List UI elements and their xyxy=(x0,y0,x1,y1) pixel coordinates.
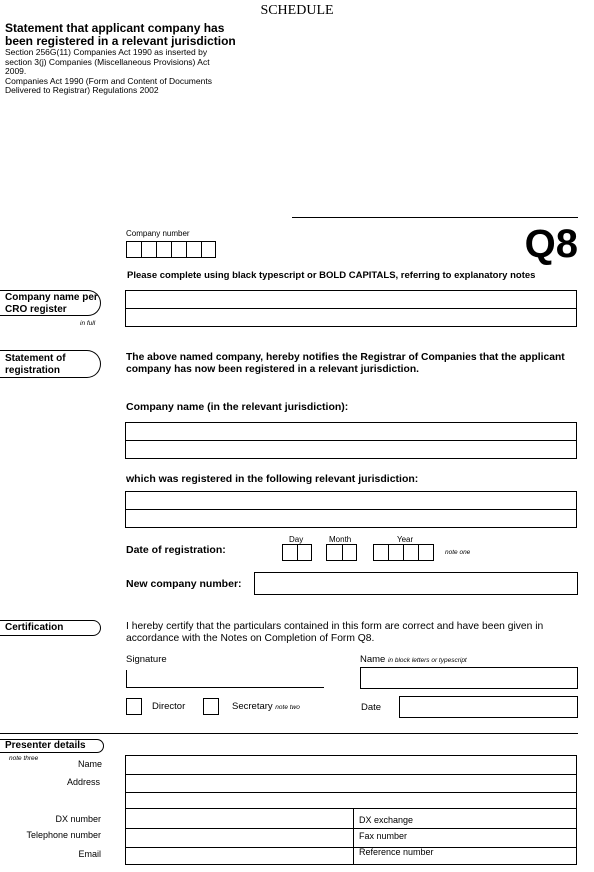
secretary-label: Secretary xyxy=(232,701,273,712)
registered-in-label: which was registered in the following relevant jurisdiction: xyxy=(126,473,419,485)
presenter-telephone-field[interactable] xyxy=(125,827,352,846)
tab-certification xyxy=(0,620,101,636)
presenter-address-label: Address xyxy=(66,777,100,787)
presenter-name-label: Name xyxy=(77,759,102,769)
company-name-field-1[interactable] xyxy=(125,290,577,309)
presenter-email-field[interactable] xyxy=(125,846,352,864)
legal-ref-1: Section 256G(11) Companies Act 1990 as inserted by xyxy=(5,47,208,57)
director-checkbox[interactable] xyxy=(126,698,142,715)
certify-line-2: accordance with the Notes on Completion of Form Q8. xyxy=(126,633,375,644)
presenter-dx-number-field[interactable] xyxy=(125,808,352,827)
form-title-2: been registered in a relevant jurisdiction xyxy=(5,34,236,48)
tab-presenter-label: Presenter details xyxy=(5,740,86,751)
header-rule xyxy=(292,217,578,218)
presenter-dx-number-label: DX number xyxy=(55,814,101,824)
secretary-label-group xyxy=(232,701,300,712)
presenter-address-field[interactable] xyxy=(125,773,577,808)
form-heading xyxy=(5,22,265,96)
statement-line-2: company has now been registered in a relevant jurisdiction. xyxy=(126,364,419,375)
legal-ref-2: section 3(j) Companies (Miscellaneous Provisions) Act xyxy=(5,56,210,67)
name-hint: in block letters or typescript xyxy=(387,657,467,664)
name-label: Name xyxy=(360,654,386,665)
note-two: note two xyxy=(275,704,300,711)
jurisdiction-field-1[interactable] xyxy=(125,491,577,510)
note-one: note one xyxy=(445,549,471,556)
month-label: Month xyxy=(329,535,352,544)
jurisdiction-company-name-field-1[interactable] xyxy=(125,422,577,441)
month-field[interactable] xyxy=(326,544,357,561)
certify-line-1: I hereby certify that the particulars contained in this form are correct and have been given in xyxy=(126,621,544,632)
tab-presenter xyxy=(0,739,104,753)
note-three: note three xyxy=(9,755,39,762)
schedule-heading: SCHEDULE xyxy=(260,3,334,18)
statement-text xyxy=(126,352,565,376)
day-label: Day xyxy=(289,535,304,544)
signature-field[interactable] xyxy=(126,670,324,688)
form-code: Q8 xyxy=(524,222,578,266)
year-field[interactable] xyxy=(373,544,434,561)
new-company-number-label: New company number: xyxy=(126,578,242,590)
tab-company-name-line1: Company name per xyxy=(5,292,98,303)
date-field[interactable] xyxy=(399,696,578,718)
dx-exchange-label: DX exchange xyxy=(359,815,414,825)
jurisdiction-field-2[interactable] xyxy=(125,509,577,528)
company-name-jurisdiction-label: Company name (in the relevant jurisdiction): xyxy=(126,401,349,413)
legal-ref-5: Delivered to Registrar) Regulations 2002 xyxy=(5,85,159,96)
jurisdiction-company-name-field-2[interactable] xyxy=(125,440,577,459)
new-company-number-field[interactable] xyxy=(254,572,578,595)
name-label-group xyxy=(360,654,467,665)
tab-company-name-line2: CRO register xyxy=(5,304,67,315)
signature-label: Signature xyxy=(126,654,167,665)
secretary-checkbox[interactable] xyxy=(203,698,219,715)
day-field[interactable] xyxy=(282,544,312,561)
fax-label: Fax number xyxy=(359,831,408,841)
tab-statement-line1: Statement of xyxy=(5,353,66,364)
form-title: Statement that applicant company has xyxy=(5,21,225,35)
presenter-email-label: Email xyxy=(78,849,101,859)
legal-ref-3: 2009. xyxy=(5,66,27,77)
date-label: Date xyxy=(361,702,382,713)
certify-text xyxy=(126,621,543,645)
company-number-field[interactable] xyxy=(126,241,216,258)
presenter-rule xyxy=(0,733,578,734)
statement-line-1: The above named company, hereby notifies the Registrar of Companies that the applicant xyxy=(126,352,565,363)
company-name-field-2[interactable] xyxy=(125,308,577,327)
presenter-name-field[interactable] xyxy=(125,755,577,773)
instruction-text: Please complete using black typescript or BOLD CAPITALS, referring to explanatory notes xyxy=(127,270,536,281)
company-number-label: Company number xyxy=(126,229,190,238)
name-field[interactable] xyxy=(360,667,578,689)
tab-company-name xyxy=(0,290,101,316)
date-of-registration-label: Date of registration: xyxy=(126,544,226,556)
director-label: Director xyxy=(152,701,186,712)
in-full-note: in full xyxy=(80,320,96,327)
reference-label: Reference number xyxy=(359,847,434,857)
presenter-telephone-label: Telephone number xyxy=(26,830,101,840)
tab-statement xyxy=(0,350,101,378)
tab-statement-line2: registration xyxy=(5,365,61,376)
legal-ref-4: Companies Act 1990 (Form and Content of Documents xyxy=(5,75,212,86)
year-label: Year xyxy=(397,535,414,544)
tab-certification-label: Certification xyxy=(5,622,64,633)
